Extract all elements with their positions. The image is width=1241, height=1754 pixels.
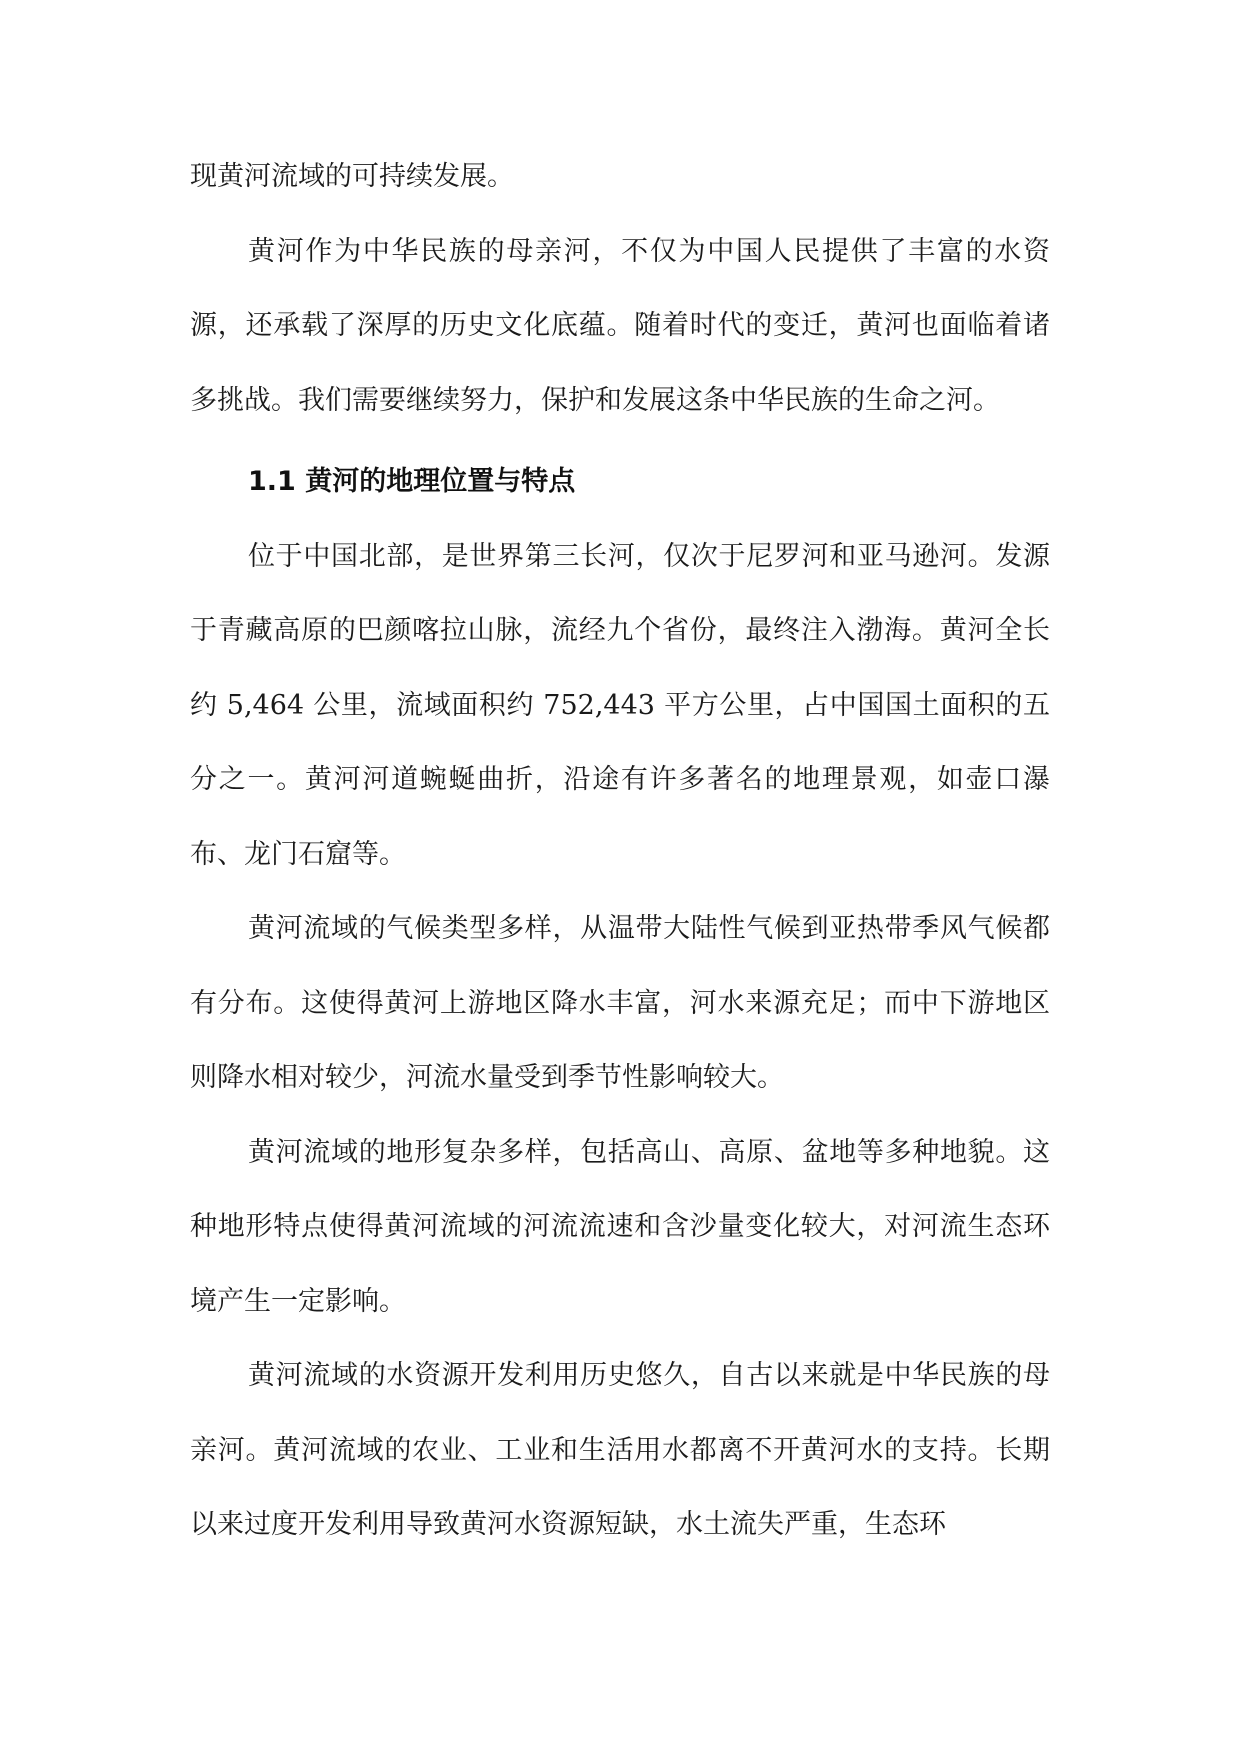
section-heading: 1.1 黄河的地理位置与特点 bbox=[248, 466, 576, 497]
paragraph-terrain: 黄河流域的地形复杂多样，包括高山、高原、盆地等多种地貌。这种地形特点使得黄河流域的河流流速和含沙量变化较大，对河流生态环境产生一定影响。 bbox=[190, 1136, 1050, 1317]
paragraph-continuation: 现黄河流域的可持续发展。 bbox=[190, 161, 514, 192]
paragraph-climate: 黄河流域的气候类型多样，从温带大陆性气候到亚热带季风气候都有分布。这使得黄河上游地区降水丰富，河水来源充足；而中下游地区则降水相对较少，河流水量受到季节性影响较大。 bbox=[190, 913, 1050, 1093]
document-body bbox=[190, 140, 1050, 1563]
paragraph-water-resources: 黄河流域的水资源开发利用历史悠久，自古以来就是中华民族的母亲河。黄河流域的农业、工业和生活用水都离不开黄河水的支持。长期以来过度开发利用导致黄河水资源短缺，水土流失严重，生态环 bbox=[190, 1360, 1050, 1540]
paragraph-mother-river: 黄河作为中华民族的母亲河，不仅为中国人民提供了丰富的水资源，还承载了深厚的历史文化底蕴。随着时代的变迁，黄河也面临着诸多挑战。我们需要继续努力，保护和发展这条中华民族的生命之河。 bbox=[190, 235, 1050, 416]
paragraph-geography: 位于中国北部，是世界第三长河，仅次于尼罗河和亚马逊河。发源于青藏高原的巴颜喀拉山脉，流经九个省份，最终注入渤海。黄河全长约 5,464 公里，流域面积约 752,443 平方公里，占中国国土面积的五分之一。黄河河道蜿蜒曲折，沿途有许多著名的地理景观，如壶口瀑布、龙门石窟等。 bbox=[190, 540, 1050, 870]
